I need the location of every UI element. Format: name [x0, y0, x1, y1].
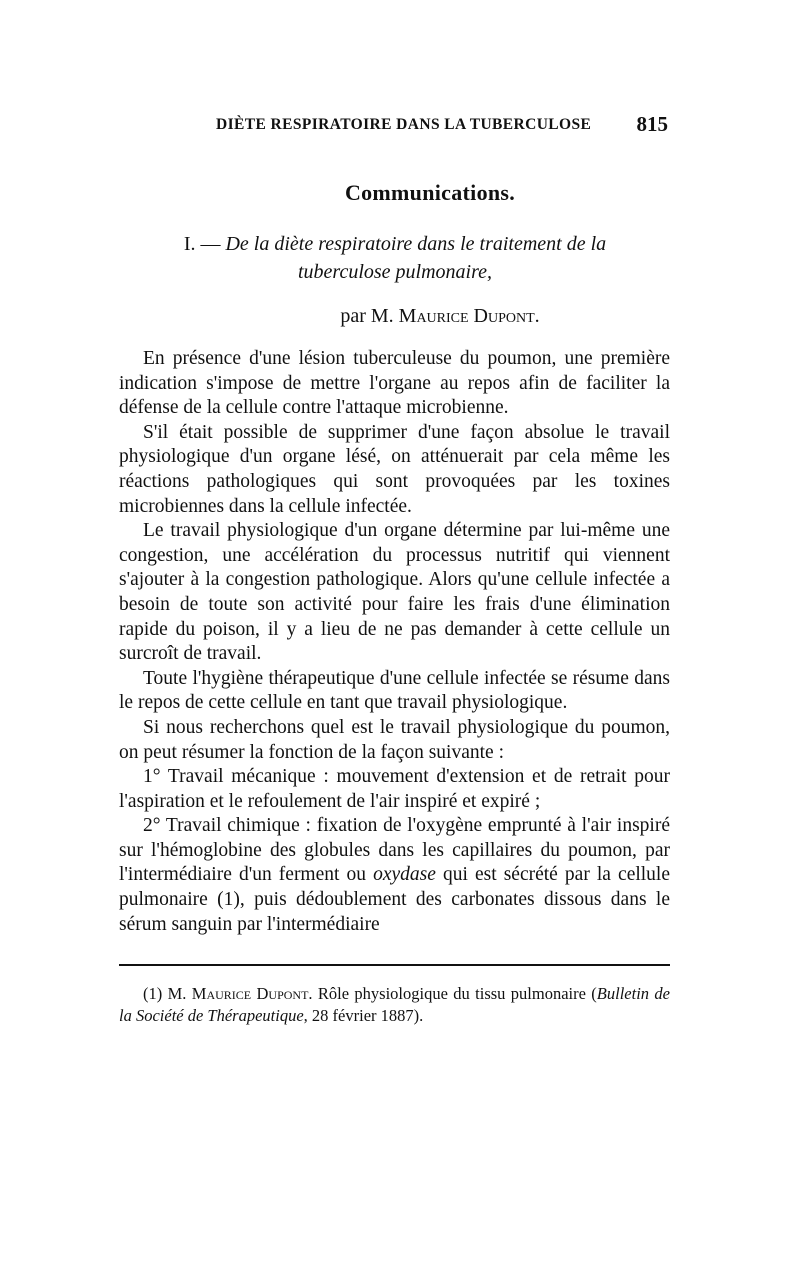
running-header: [120, 112, 670, 140]
paragraph: Si nous recherchons quel est le travail physiologique du poumon, on peut résumer la fonction de la façon suivante :: [119, 716, 670, 763]
article-title: [155, 230, 635, 286]
footnote-text-1: Rôle physiologique du tissu pulmonaire (: [312, 984, 597, 1003]
byline: [0, 305, 800, 328]
paragraph: Le travail physiologique d'un organe détermine par lui-même une congestion, une accélération du processus nutritif qui viennent s'ajouter à la congestion pathologique. Alors qu'une cellule infectée a besoin de toute son activité pour faire les frais d'une élimination rapide du poison, il y a lieu de ne pas demander à cette cellule un surcroît de travail.: [119, 520, 670, 665]
footnote-author: Maurice Dupont.: [191, 984, 313, 1003]
paragraph: En présence d'une lésion tuberculeuse du poumon, une première indication s'impose de mettre l'organe au repos afin de faciliter la défense de la cellule contre l'attaque microbienne.: [119, 348, 670, 419]
article-number: I. —: [183, 233, 221, 255]
footnote-journal: Bulletin de la Société de Thérapeutique: [119, 984, 670, 1025]
paragraph-last-end: qui est sécrété par la cellule pulmonaire (1), puis dédoublement des carbonates dissous dans le sérum sanguin par l'intermédiaire: [119, 864, 671, 935]
running-title: DIÈTE RESPIRATOIRE DANS LA TUBERCULOSE: [216, 116, 592, 133]
footnote-rule: [119, 964, 670, 966]
author-name: Maurice Dupont.: [398, 305, 540, 327]
footnote-text-2: , 28 février 1887).: [303, 1006, 424, 1025]
paragraph: Toute l'hygiène thérapeutique d'une cellule infectée se résume dans le repos de cette cellule en tant que travail physiologique.: [119, 667, 670, 714]
article-title-text: De la diète respiratoire dans le traitement de la tuberculose pulmonaire,: [225, 233, 607, 283]
oxydase-term: oxydase: [373, 864, 436, 886]
byline-prefix: par M.: [340, 305, 394, 327]
body-text: [119, 347, 670, 937]
footnote: [119, 983, 670, 1027]
paragraph-last: [119, 814, 670, 937]
paragraph: 1° Travail mécanique : mouvement d'extension et de retrait pour l'aspiration et le refoulement de l'air inspiré et expiré ;: [119, 766, 670, 812]
paragraph: S'il était possible de supprimer d'une façon absolue le travail physiologique d'un organe lésé, on atténuerait par cela même les réactions pathologiques qui sont provoquées par les toxines microbiennes dans la cellule infectée.: [119, 421, 670, 517]
footnote-marker: (1) M.: [143, 984, 187, 1003]
paragraph-last-start: 2° Travail chimique : fixation de l'oxygène emprunté à l'air inspiré sur l'hémoglobine des globules dans les capillaires du poumon, par l'intermédiaire d'un ferment ou: [119, 815, 670, 886]
page-number: 815: [636, 112, 668, 136]
section-title: Communications.: [344, 180, 516, 205]
